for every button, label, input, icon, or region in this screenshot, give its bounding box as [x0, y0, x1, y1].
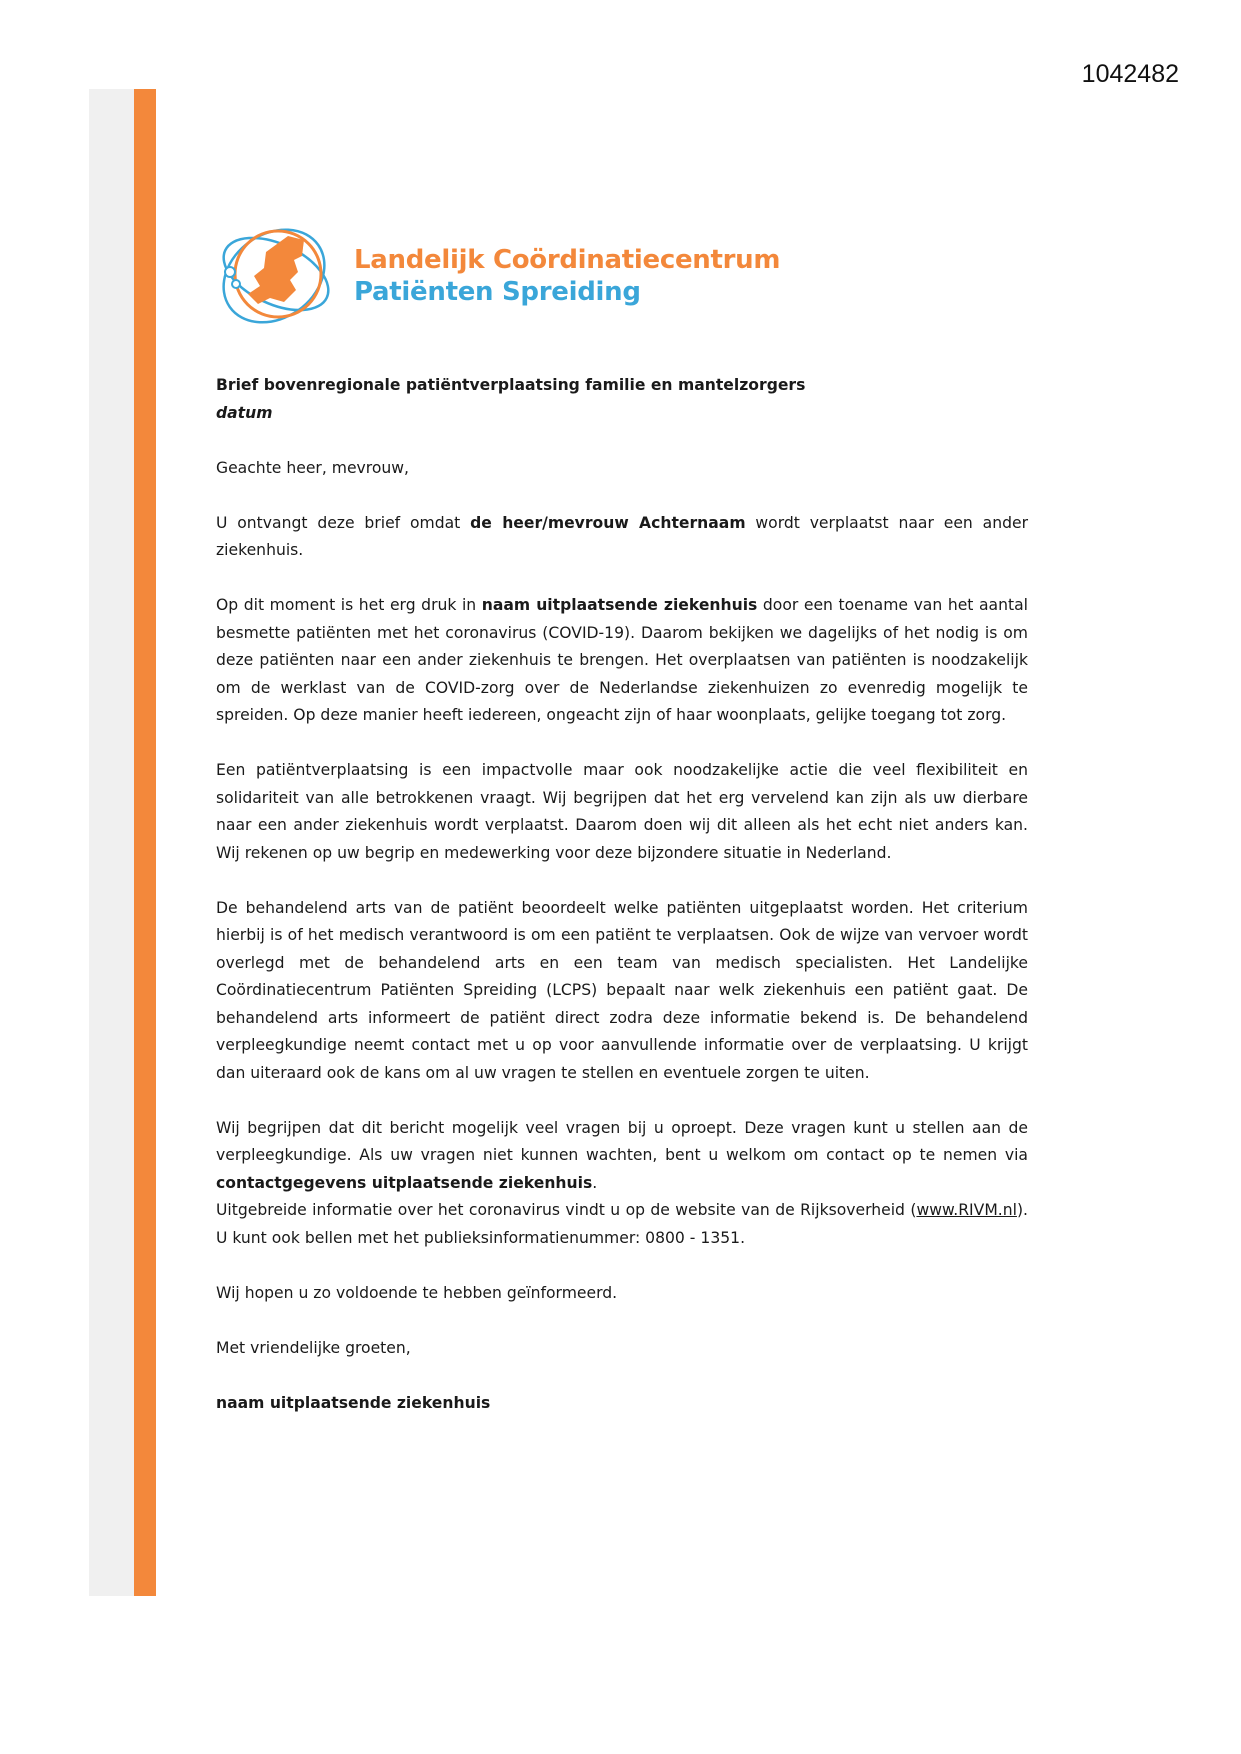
logo-title-line1: Landelijk Coördinatiecentrum: [354, 245, 781, 275]
letter-body: [216, 372, 1028, 1417]
signature: naam uitplaatsende ziekenhuis: [216, 1393, 491, 1412]
paragraph-6: Uitgebreide informatie over het coronavirus vindt u op de website van de Rijksoverheid (www.RIVM.nl). U kunt ook bellen met het publieksinformatienummer: 0800 - 1351.: [216, 1201, 1028, 1247]
paragraph-7: Wij hopen u zo voldoende te hebben geïnformeerd.: [216, 1283, 618, 1302]
closing: Met vriendelijke groeten,: [216, 1338, 411, 1357]
orange-accent-bar: [134, 89, 156, 1596]
hospital-name-placeholder: naam uitplaatsende ziekenhuis: [481, 596, 758, 614]
document-id: 1042482: [1081, 60, 1179, 88]
globe-netherlands-icon: [214, 214, 344, 344]
contact-details-placeholder: contactgegevens uitplaatsende ziekenhuis: [216, 1173, 593, 1192]
lcps-logo: [214, 214, 781, 344]
rivm-link[interactable]: www.RIVM.nl: [916, 1201, 1017, 1219]
letter-date: datum: [216, 403, 273, 422]
patient-name-placeholder: de heer/mevrouw Achternaam: [470, 513, 746, 532]
salutation: Geachte heer, mevrouw,: [216, 458, 409, 477]
paragraph-4: De behandelend arts van de patiënt beoordeelt welke patiënten uitgeplaatst worden. Het criterium hierbij is of het medisch verantwoord is om een patiënt te verplaatsen. Ook de wijze van vervoer wordt overlegd met de behandelend arts en een team van medisch specialisten. Het Landelijke Coördinatiecentrum Patiënten Spreiding (LCPS) bepaalt naar welk ziekenhuis een patiënt gaat. De behandelend arts informeert de patiënt direct zodra deze informatie bekend is. De behandelend verpleegkundige neemt contact met u op voor aanvullende informatie over de verplaatsing. U krijgt dan uiteraard ook de kans om al uw vragen te stellen en eventuele zorgen te uiten.: [216, 898, 1028, 1082]
paragraph-1: U ontvangt deze brief omdat de heer/mevrouw Achternaam wordt verplaatst naar een ander ziekenhuis.: [216, 513, 1028, 559]
paragraph-2: Op dit moment is het erg druk in naam uitplaatsende ziekenhuis door een toename van het aantal besmette patiënten met het coronavirus (COVID-19). Daarom bekijken we dagelijks of het nodig is om deze patiënten naar een ander ziekenhuis te brengen. Het overplaatsen van patiënten is noodzakelijk om de werklast van de COVID-zorg over de Nederlandse ziekenhuizen zo evenredig mogelijk te spreiden. Op deze manier heeft iedereen, ongeacht zijn of haar woonplaats, gelijke toegang tot zorg.: [216, 596, 1028, 724]
paragraph-5: Wij begrijpen dat dit bericht mogelijk veel vragen bij u oproept. Deze vragen kunt u stellen aan de verpleegkundige. Als uw vragen niet kunnen wachten, bent u welkom om contact op te nemen via contactgegevens uitplaatsende ziekenhuis.: [216, 1118, 1028, 1192]
letter-title: Brief bovenregionale patiëntverplaatsing familie en mantelzorgers: [216, 376, 806, 394]
page-side-strip: [89, 89, 134, 1596]
logo-title-line2: Patiënten Spreiding: [354, 277, 641, 307]
paragraph-3: Een patiëntverplaatsing is een impactvolle maar ook noodzakelijke actie die veel flexibiliteit en solidariteit van alle betrokkenen vraagt. Wij begrijpen dat het erg vervelend kan zijn als uw dierbare naar een ander ziekenhuis wordt verplaatst. Daarom doen wij dit alleen als het echt niet anders kan. Wij rekenen op uw begrip en medewerking voor deze bijzondere situatie in Nederland.: [216, 761, 1028, 862]
